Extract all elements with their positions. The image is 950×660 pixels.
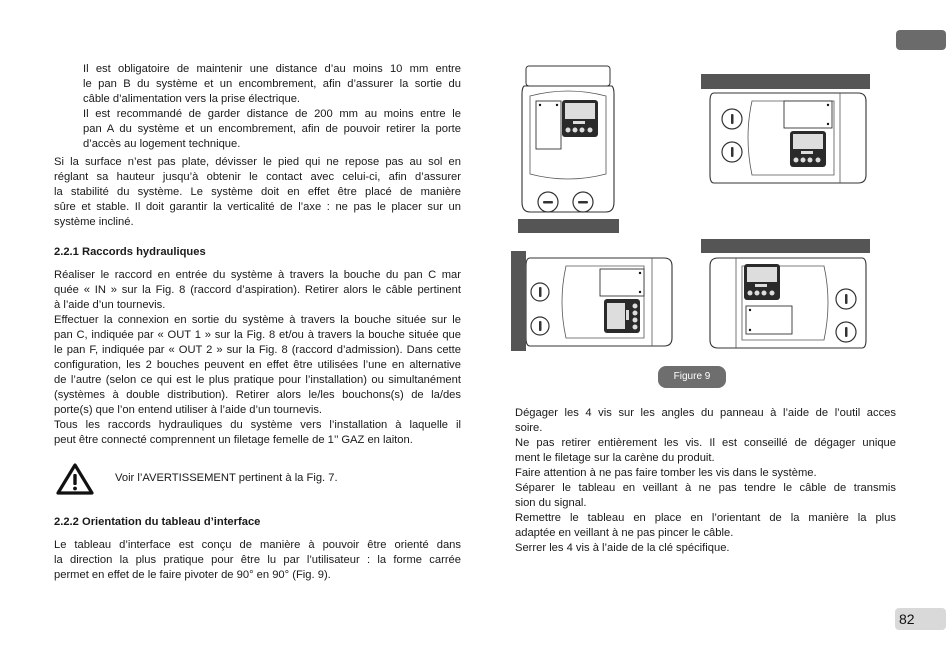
figure-device-horizontal-top [708, 89, 868, 194]
figure-caption-badge: Figure 9 [658, 366, 726, 388]
text-line: réglant sa hauteur jusqu’à obtenir le contact avec celui-ci, afin d’assurer [54, 171, 461, 183]
section-heading-222: 2.2.2 Orientation du tableau d’interface [54, 516, 261, 528]
page-number: 82 [895, 608, 946, 630]
text-line: Le tableau d’interface est conçu de manière à pouvoir être orienté dans [54, 539, 461, 551]
text-line: Faire attention à ne pas faire tomber les vis dans le système. [515, 467, 817, 479]
section-tab-marker [896, 30, 946, 50]
indented-paragraph-distance-b [83, 62, 461, 107]
text-line: système incliné. [54, 216, 134, 228]
text-line: la direction la plus pratique pour être lu par l’utilisateur : la forme carrée [54, 554, 461, 566]
text-line: sûre et stable. Il doit garantir la verticalité de l’axe : ne pas le placer sur un [54, 201, 461, 213]
text-line: Si la surface n’est pas plate, dévisser le pied qui ne repose pas au sol en [54, 156, 461, 168]
text-line: Effectuer la connexion en sortie du système à travers la bouche située sur le [54, 314, 461, 326]
text-line: pan A du système et un encombrement, afin de pouvoir retirer la porte [83, 123, 461, 135]
text-line: Tous les raccords hydrauliques du système vers l’installation à laquelle il [54, 419, 461, 431]
ground-bar-left [511, 251, 526, 351]
warning-triangle-icon [56, 463, 94, 500]
warning-text: Voir l’AVERTISSEMENT pertinent à la Fig. 7. [115, 472, 338, 484]
text-line: porte(s) que l’on entend utiliser à l’aide d’un tournevis. [54, 404, 323, 416]
text-line: d’accès au logement technique. [83, 138, 241, 150]
paragraph-panel-instructions [515, 406, 896, 556]
text-line: Serrer les 4 vis à l’aide de la clé spécifique. [515, 542, 730, 554]
ground-bar-top-2 [701, 239, 870, 253]
text-line: sion du signal. [515, 497, 587, 509]
text-line: de l’autre (selon ce qui est le plus pratique pour l’installation) ou simultanément [54, 374, 461, 386]
section-heading-221: 2.2.1 Raccords hydrauliques [54, 246, 206, 258]
text-line: soire. [515, 422, 543, 434]
text-line: Il est recommandé de garder distance de 200 mm au moins entre le [83, 108, 461, 120]
text-line: Remettre le tableau en place en l’orientant de la manière la plus [515, 512, 896, 524]
indented-paragraph-distance-a [83, 107, 461, 152]
text-line: configuration, les 2 bouches peuvent en effet être utilisées l’une en alternative [54, 359, 461, 371]
text-line: quée « IN » sur la Fig. 8 (raccord d’aspiration). Retirer alors le câble pertinent [54, 284, 461, 296]
text-line: Dégager les 4 vis sur les angles du panneau à l’aide de l’outil acces [515, 407, 896, 419]
figure-device-upright [520, 64, 620, 241]
paragraph-hydraulic-connections [54, 268, 461, 448]
text-line: Réaliser le raccord en entrée du système à travers la bouche du pan C mar [54, 269, 461, 281]
text-line: la stabilité du système. Le système doit en effet être placé de manière [54, 186, 461, 198]
text-line: le pan F, indiquée par « OUT 2 » sur la Fig. 8 (raccord d’admission). Dans cette [54, 344, 461, 356]
text-line: (systèmes à double distribution). Retirer alors le/les bouchons(s) de la/des [54, 389, 461, 401]
ground-bar-top [701, 74, 870, 89]
text-line: adaptée en veillant à ne pas pincer le câble. [515, 527, 734, 539]
text-line: Il est obligatoire de maintenir une distance d’au moins 10 mm entre [83, 63, 461, 75]
paragraph-surface [54, 155, 461, 230]
ground-bar-bottom [518, 219, 619, 233]
text-line: câble d’alimentation vers la prise électrique. [83, 93, 301, 105]
figure-device-horizontal-left [526, 252, 676, 357]
text-line: le pan B du système et un encombrement, afin d’assurer la sortie du [83, 78, 461, 90]
text-line: permet en effet de le faire pivoter de 90° en 90° (Fig. 9). [54, 569, 331, 581]
text-line: peut être connecté comprennent un filetage femelle de 1’’ GAZ en laiton. [54, 434, 413, 446]
text-line: ment le filetage sur la carène du produit. [515, 452, 715, 464]
text-line: Ne pas retirer entièrement les vis. Il est conseillé de dégager unique [515, 437, 896, 449]
text-line: Séparer le tableau en veillant à ne pas tendre le câble de transmis [515, 482, 896, 494]
text-line: pan C, indiquée par « OUT 1 » sur la Fig. 8 et/ou à travers la bouche située que [54, 329, 461, 341]
text-line: à l’aide d’un tournevis. [54, 299, 166, 311]
paragraph-interface-orientation [54, 538, 461, 583]
figure-device-horizontal-flipped [708, 254, 868, 359]
